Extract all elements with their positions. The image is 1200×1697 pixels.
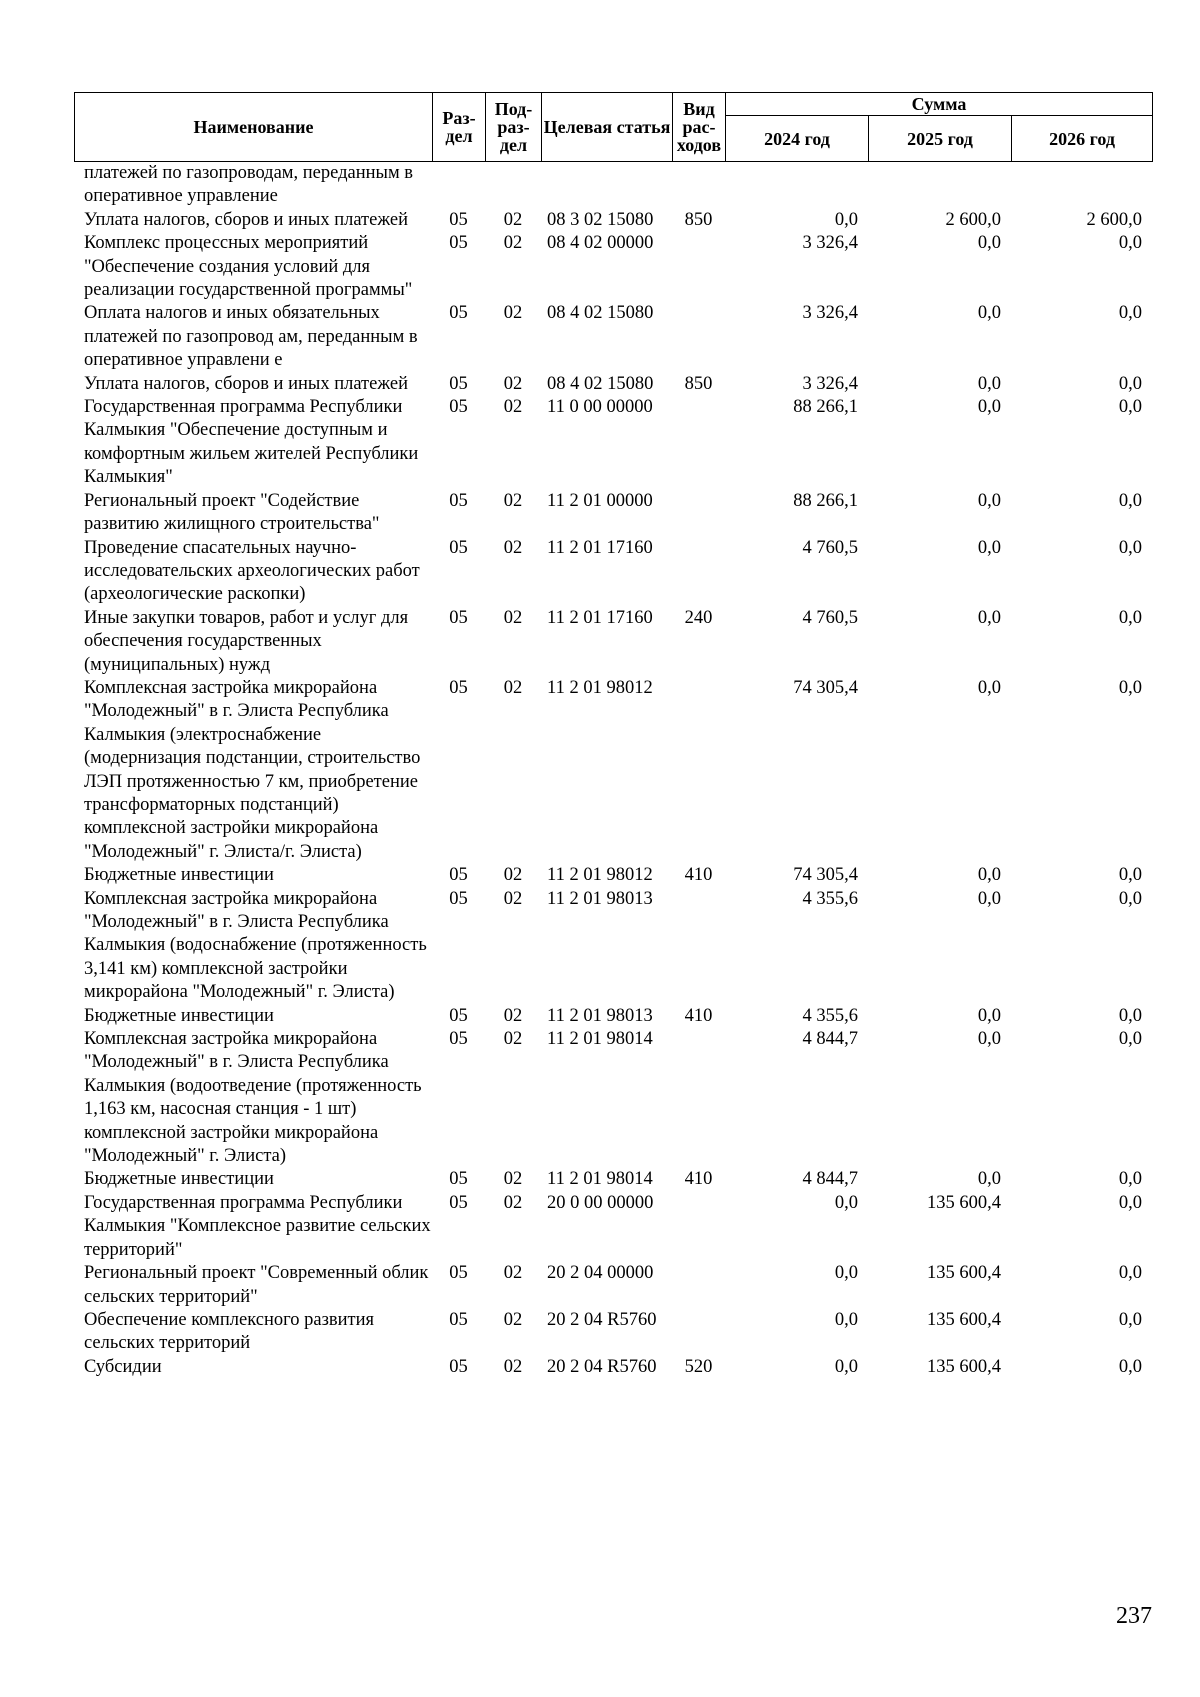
row-podrazdel: 02 [503,303,523,324]
row-amount-2025: 0,0 [977,537,1001,558]
row-amount-2024: 4 760,5 [802,607,858,628]
row-amount-2024: 0,0 [834,1192,858,1213]
row-vid: 850 [684,209,713,230]
row-amount-2024: 0,0 [834,1309,858,1330]
row-amount-2026: 0,0 [1118,1356,1142,1377]
table-row [74,302,1152,372]
row-name: Уплата налогов, сборов и иных платежей [84,373,409,394]
row-amount-2026: 0,0 [1118,490,1142,511]
row-amount-2026: 0,0 [1118,677,1142,698]
row-code: 11 2 01 17160 [547,607,653,628]
row-vid: 240 [684,607,713,628]
budget-table-page [74,92,1152,1379]
row-amount-2024: 4 844,7 [802,1169,858,1190]
row-amount-2026: 0,0 [1118,233,1142,254]
row-amount-2026: 0,0 [1118,373,1142,394]
row-amount-2024: 4 355,6 [802,1005,858,1026]
row-amount-2024: 88 266,1 [793,490,858,511]
row-podrazdel: 02 [503,677,523,698]
row-amount-2025: 0,0 [977,233,1001,254]
row-razdel: 05 [449,888,468,909]
row-code: 11 0 00 00000 [547,397,653,418]
row-amount-2026: 0,0 [1118,397,1142,418]
row-amount-2026: 0,0 [1118,1263,1142,1284]
row-amount-2024 [725,162,868,209]
row-vid [672,1309,725,1356]
row-amount-2025: 0,0 [977,1029,1001,1050]
row-razdel: 05 [449,490,468,511]
row-vid [672,888,725,1005]
row-razdel: 05 [449,865,468,886]
header-razdel: Раз-дел [433,93,486,162]
row-amount-2024: 88 266,1 [793,397,858,418]
row-amount-2025: 0,0 [977,303,1001,324]
row-razdel: 05 [449,1169,468,1190]
row-amount-2025: 0,0 [977,607,1001,628]
row-amount-2025: 0,0 [977,373,1001,394]
row-razdel: 05 [449,209,468,230]
row-amount-2026: 0,0 [1118,607,1142,628]
table-row [74,1168,1152,1191]
row-vid: 410 [684,1169,713,1190]
row-amount-2025: 135 600,4 [927,1356,1001,1377]
row-name: Комплексная застройка микрорайона "Молодежный" в г. Элиста Республика Калмыкия (водоснабжение (протяженность 3,141 км) комплексной застройки микрорайона "Молодежный" г. Элиста) [84,888,427,1003]
row-podrazdel: 02 [503,865,523,886]
header-summa: Сумма [726,93,1153,116]
row-vid [672,396,725,490]
row-podrazdel: 02 [503,373,523,394]
row-podrazdel: 02 [503,490,523,511]
row-name: платежей по газопроводам, переданным в оперативное управление [84,163,414,207]
row-razdel: 05 [449,537,468,558]
row-amount-2024: 3 326,4 [802,233,858,254]
row-razdel: 05 [449,1005,468,1026]
row-code: 11 2 01 00000 [547,490,653,511]
header-celevaya: Целевая статья [542,93,673,162]
row-razdel: 05 [449,1029,468,1050]
row-vid [672,302,725,372]
row-amount-2024: 4 355,6 [802,888,858,909]
header-2026: 2026 год [1012,116,1153,162]
page-number: 237 [1116,1603,1152,1629]
table-body [74,162,1152,1379]
row-name: Государственная программа Республики Калмыкия "Обеспечение доступным и комфортным жильем жителей Республики Калмыкия" [84,397,419,488]
table-row [74,209,1152,232]
row-razdel: 05 [449,373,468,394]
row-podrazdel [485,162,541,209]
row-amount-2024: 74 305,4 [793,865,858,886]
row-name: Комплексная застройка микрорайона "Молодежный" в г. Элиста Республика Калмыкия (водоотведение (протяженность 1,163 км, насосная станция - 1 шт) комплексной застройки микрорайона "Молодежный" г. Элиста) [84,1029,422,1167]
table-row [74,888,1152,1005]
row-amount-2026: 0,0 [1118,1192,1142,1213]
row-code: 20 2 04 R5760 [547,1356,657,1377]
row-code: 08 4 02 00000 [547,233,654,254]
row-amount-2025: 0,0 [977,865,1001,886]
row-code: 08 3 02 15080 [547,209,654,230]
row-name: Бюджетные инвестиции [84,865,274,886]
row-amount-2024: 0,0 [834,1356,858,1377]
row-amount-2026: 0,0 [1118,888,1142,909]
row-name: Субсидии [84,1356,162,1377]
row-name: Проведение спасательных научно-исследовательских археологических работ (археологические раскопки) [84,537,420,605]
row-razdel: 05 [449,303,468,324]
row-name: Региональный проект "Современный облик сельских территорий" [84,1263,429,1307]
row-amount-2026: 0,0 [1118,1169,1142,1190]
row-amount-2024: 4 844,7 [802,1029,858,1050]
row-name: Бюджетные инвестиции [84,1169,274,1190]
table-row [74,232,1152,302]
row-name: Уплата налогов, сборов и иных платежей [84,209,409,230]
row-code: 11 2 01 98012 [547,677,653,698]
row-amount-2025: 0,0 [977,1169,1001,1190]
row-podrazdel: 02 [503,537,523,558]
row-podrazdel: 02 [503,1029,523,1050]
row-amount-2025: 135 600,4 [927,1192,1001,1213]
row-vid [672,1262,725,1309]
row-name: Иные закупки товаров, работ и услуг для обеспечения государственных (муниципальных) нужд [84,607,409,675]
row-code: 11 2 01 17160 [547,537,653,558]
table-row [74,1005,1152,1028]
header-podrazdel: Под-раз-дел [486,93,542,162]
table-header [74,92,1153,162]
row-amount-2024: 4 760,5 [802,537,858,558]
header-2025: 2025 год [869,116,1012,162]
table-row [74,607,1152,677]
row-amount-2026: 0,0 [1118,1309,1142,1330]
row-code: 08 4 02 15080 [547,303,654,324]
row-amount-2026: 0,0 [1118,1005,1142,1026]
row-code: 08 4 02 15080 [547,373,654,394]
row-code: 20 2 04 00000 [547,1263,654,1284]
row-podrazdel: 02 [503,1169,523,1190]
row-podrazdel: 02 [503,1005,523,1026]
row-amount-2025: 0,0 [977,490,1001,511]
row-podrazdel: 02 [503,607,523,628]
table-row [74,490,1152,537]
row-razdel: 05 [449,1356,468,1377]
row-vid [672,677,725,864]
row-amount-2025 [868,162,1011,209]
row-podrazdel: 02 [503,1192,523,1213]
row-code [541,162,672,209]
row-razdel [432,162,485,209]
row-code: 11 2 01 98014 [547,1169,653,1190]
row-amount-2026: 2 600,0 [1086,209,1142,230]
row-amount-2026: 0,0 [1118,865,1142,886]
row-amount-2026 [1011,162,1152,209]
table-row [74,1192,1152,1262]
row-razdel: 05 [449,677,468,698]
row-vid [672,1192,725,1262]
row-amount-2025: 0,0 [977,888,1001,909]
row-razdel: 05 [449,397,468,418]
row-name: Оплата налогов и иных обязательных платежей по газопровод ам, переданным в оперативное управлени е [84,303,418,371]
row-name: Бюджетные инвестиции [84,1005,274,1026]
row-podrazdel: 02 [503,1263,523,1284]
row-podrazdel: 02 [503,888,523,909]
row-razdel: 05 [449,1263,468,1284]
table-row [74,162,1152,209]
row-podrazdel: 02 [503,1356,523,1377]
row-vid [672,537,725,607]
row-amount-2025: 0,0 [977,397,1001,418]
row-name: Государственная программа Республики Калмыкия "Комплексное развитие сельских территорий" [84,1192,431,1260]
row-razdel: 05 [449,233,468,254]
row-vid: 410 [684,1005,713,1026]
row-vid: 850 [684,373,713,394]
row-name: Комплекс процессных мероприятий "Обеспечение создания условий для реализации государственной программы" [84,233,413,301]
row-amount-2026: 0,0 [1118,1029,1142,1050]
row-amount-2024: 3 326,4 [802,303,858,324]
table-row [74,864,1152,887]
row-amount-2024: 74 305,4 [793,677,858,698]
row-code: 11 2 01 98014 [547,1029,653,1050]
row-razdel: 05 [449,1309,468,1330]
row-podrazdel: 02 [503,209,523,230]
row-code: 20 2 04 R5760 [547,1309,657,1330]
header-name: Наименование [75,93,433,162]
row-amount-2025: 0,0 [977,677,1001,698]
row-razdel: 05 [449,1192,468,1213]
row-code: 11 2 01 98013 [547,888,653,909]
table-row [74,677,1152,864]
row-amount-2026: 0,0 [1118,537,1142,558]
row-vid [672,490,725,537]
row-vid: 520 [684,1356,713,1377]
header-vid: Вид рас-ходов [673,93,726,162]
table-row [74,373,1152,396]
row-podrazdel: 02 [503,1309,523,1330]
row-code: 20 0 00 00000 [547,1192,654,1213]
row-name: Региональный проект "Содействие развитию жилищного строительства" [84,490,380,535]
row-amount-2026: 0,0 [1118,303,1142,324]
table-row [74,537,1152,607]
table-row [74,1356,1152,1379]
row-amount-2025: 2 600,0 [945,209,1001,230]
row-vid [672,162,725,209]
header-2024: 2024 год [726,116,869,162]
row-code: 11 2 01 98012 [547,865,653,886]
row-name: Обеспечение комплексного развития сельских территорий [84,1309,375,1354]
row-amount-2024: 0,0 [834,1263,858,1284]
row-amount-2024: 3 326,4 [802,373,858,394]
row-vid: 410 [684,865,713,886]
table-row [74,1262,1152,1309]
row-vid [672,1028,725,1168]
row-amount-2025: 135 600,4 [927,1263,1001,1284]
row-podrazdel: 02 [503,397,523,418]
row-amount-2025: 0,0 [977,1005,1001,1026]
row-code: 11 2 01 98013 [547,1005,653,1026]
table-row [74,1028,1152,1168]
row-amount-2024: 0,0 [834,209,858,230]
row-amount-2025: 135 600,4 [927,1309,1001,1330]
row-vid [672,232,725,302]
table-row [74,396,1152,490]
table-row [74,1309,1152,1356]
row-name: Комплексная застройка микрорайона "Молодежный" в г. Элиста Республика Калмыкия (электроснабжение (модернизация подстанции, строительство ЛЭП протяженностью 7 км, приобретение трансформаторных подстанций) комплексной застройки микрорайона "Молодежный" г. Элиста/г. Элиста) [84,677,421,862]
row-podrazdel: 02 [503,233,523,254]
row-razdel: 05 [449,607,468,628]
